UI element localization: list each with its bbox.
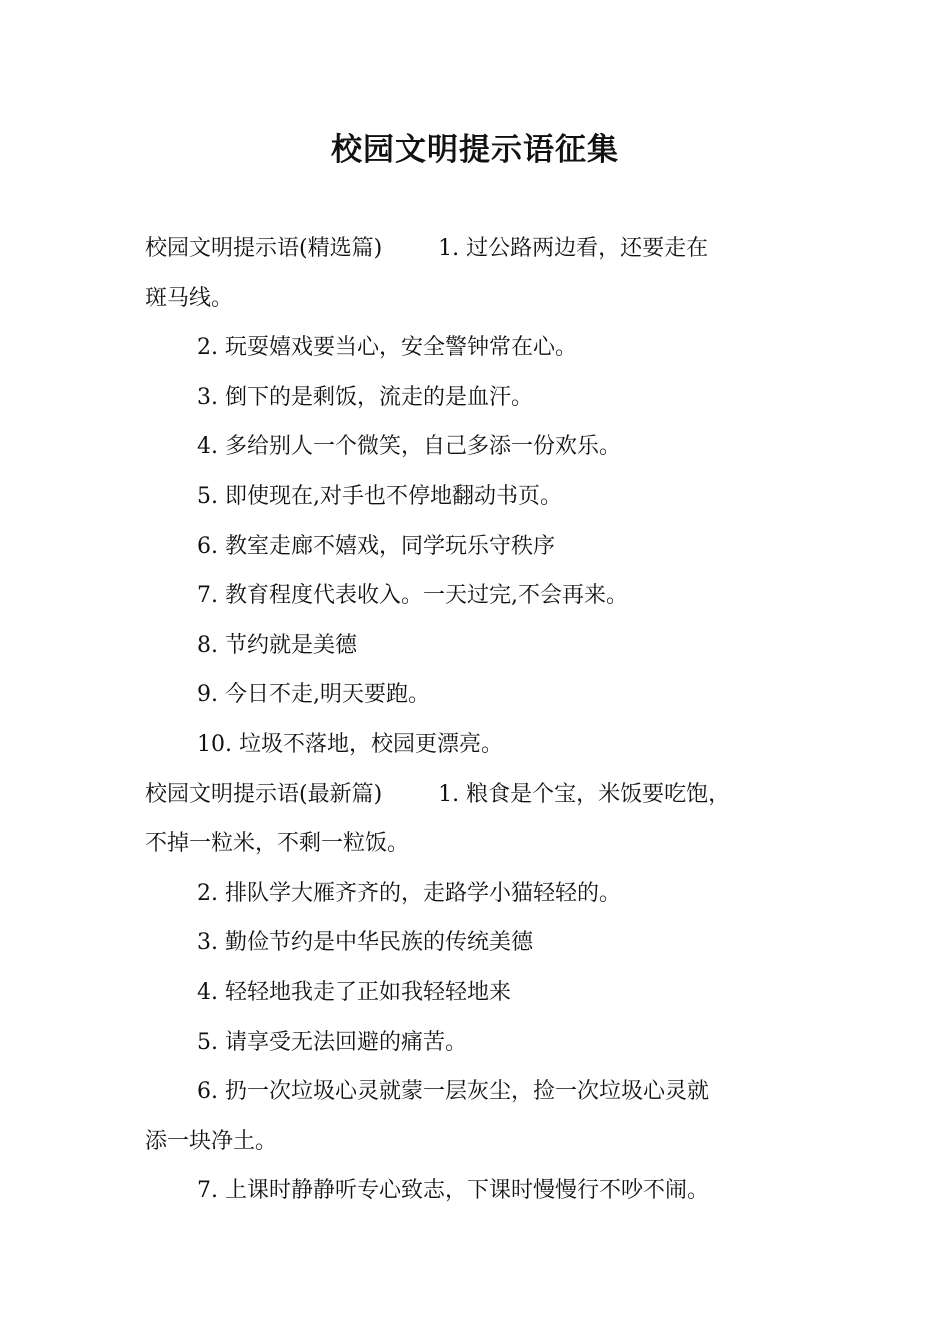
- slogan-item: 5. 请享受无法回避的痛苦。: [197, 1029, 467, 1055]
- section-lead-paragraph: [145, 224, 825, 274]
- slogan-continuation: 不掉一粒米，不剩一粒饭。: [145, 831, 410, 857]
- slogan-text: 1. 过公路两边看，还要走在: [438, 236, 709, 261]
- slogan-continuation: 添一块净土。: [145, 1128, 278, 1154]
- slogan-item: 5. 即使现在,对手也不停地翻动书页。: [197, 483, 562, 509]
- slogan-item: 7. 教育程度代表收入。一天过完,不会再来。: [197, 583, 628, 609]
- slogan-item: 9. 今日不走,明天要跑。: [197, 682, 430, 708]
- slogan-item: 2. 玩耍嬉戏要当心，安全警钟常在心。: [197, 335, 577, 361]
- slogan-item: 3. 倒下的是剩饭，流走的是血汗。: [197, 384, 533, 410]
- section-heading: 校园文明提示语(最新篇): [145, 781, 383, 807]
- slogan-item: 6. 扔一次垃圾心灵就蒙一层灰尘，捡一次垃圾心灵就: [197, 1079, 709, 1105]
- slogan-item: 4. 轻轻地我走了正如我轻轻地来: [197, 979, 511, 1005]
- document-body: [145, 224, 825, 1216]
- document-title: 校园文明提示语征集: [331, 132, 619, 168]
- section-lead-paragraph: [145, 770, 825, 820]
- slogan-item: 2. 排队学大雁齐齐的，走路学小猫轻轻的。: [197, 880, 621, 906]
- slogan-item: 7. 上课时静静听专心致志，下课时慢慢行不吵不闹。: [197, 1178, 709, 1204]
- slogan-item: 8. 节约就是美德: [197, 632, 357, 658]
- slogan-item: 3. 勤俭节约是中华民族的传统美德: [197, 930, 533, 956]
- slogan-continuation: 斑马线。: [145, 285, 234, 311]
- slogan-item: 10. 垃圾不落地，校园更漂亮。: [197, 731, 503, 757]
- slogan-item: 4. 多给别人一个微笑，自己多添一份欢乐。: [197, 434, 621, 460]
- slogan-item: 6. 教室走廊不嬉戏，同学玩乐守秩序: [197, 533, 555, 559]
- section-heading: 校园文明提示语(精选篇): [145, 236, 383, 261]
- slogan-text: 1. 粮食是个宝，米饭要吃饱，: [438, 781, 731, 807]
